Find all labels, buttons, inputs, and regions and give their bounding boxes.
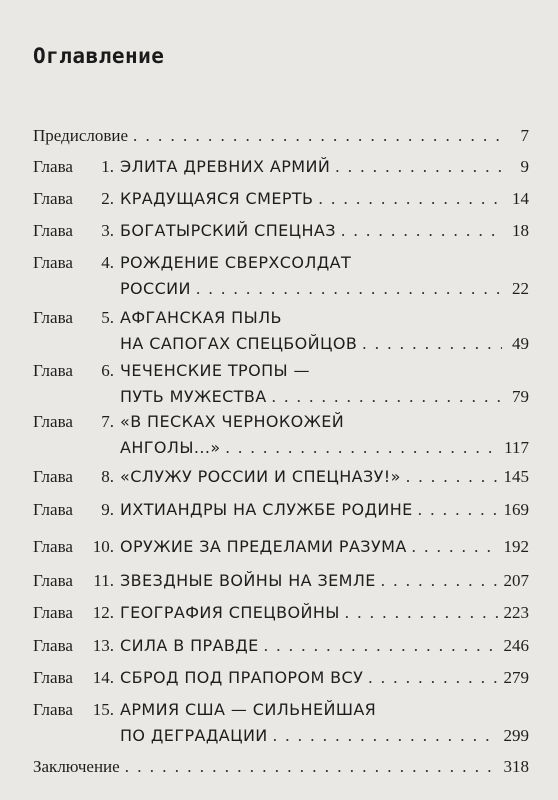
toc-page-number: 14 — [512, 189, 529, 208]
toc-entry-chapter-12 — [33, 600, 529, 626]
chapter-title-continued: ПУТЬ МУЖЕСТВА — [120, 387, 267, 406]
chapter-label: Глава — [33, 668, 73, 687]
chapter-title: АФГАНСКАЯ ПЫЛЬ — [120, 308, 282, 327]
chapter-title: «В ПЕСКАХ ЧЕРНОКОЖЕЙ — [120, 412, 345, 431]
toc-page-number: 246 — [503, 636, 529, 655]
chapter-title: БОГАТЫРСКИЙ СПЕЦНАЗ — [120, 221, 336, 240]
chapter-number: 1. — [101, 157, 114, 176]
toc-page-number: 18 — [512, 221, 529, 240]
toc-label: Заключение — [33, 757, 120, 776]
toc-page-number: 169 — [503, 500, 529, 519]
toc-page-number: 49 — [512, 334, 529, 353]
toc-page-number: 299 — [503, 726, 529, 745]
leader-dots — [318, 186, 502, 212]
chapter-number: 3. — [101, 221, 114, 240]
toc-entry-chapter-15 — [33, 697, 529, 749]
chapter-number: 6. — [101, 361, 114, 380]
toc-page-number: 9 — [520, 157, 529, 176]
toc-page-number: 117 — [504, 438, 529, 457]
leader-dots — [362, 331, 502, 357]
toc-label: Предисловие — [33, 126, 129, 145]
chapter-number: 7. — [101, 412, 114, 431]
chapter-title: ЗВЕЗДНЫЕ ВОЙНЫ НА ЗЕМЛЕ — [120, 571, 376, 590]
chapter-label: Глава — [33, 412, 73, 431]
toc-page-number: 192 — [503, 537, 529, 556]
chapter-number: 10. — [92, 537, 114, 556]
toc-page-number: 145 — [503, 467, 529, 486]
leader-dots — [418, 497, 499, 523]
leader-dots — [273, 723, 499, 749]
leader-dots — [264, 633, 499, 659]
chapter-number: 15. — [92, 700, 114, 719]
leader-dots — [412, 534, 499, 560]
leader-dots — [335, 154, 502, 180]
chapter-title: ИХТИАНДРЫ НА СЛУЖБЕ РОДИНЕ — [120, 500, 413, 519]
chapter-number: 2. — [101, 189, 114, 208]
toc-page-number: 207 — [503, 571, 529, 590]
toc-page-number: 79 — [512, 387, 529, 406]
chapter-number: 5. — [101, 308, 114, 327]
page-title: Оглавление — [33, 44, 165, 68]
leader-dots — [196, 276, 502, 302]
toc-page-number: 279 — [503, 668, 529, 687]
chapter-number: 9. — [101, 500, 114, 519]
chapter-label: Глава — [33, 571, 73, 590]
toc-entry-chapter-14 — [33, 665, 529, 691]
chapter-title-continued: РОССИИ — [120, 279, 191, 298]
chapter-label: Глава — [33, 700, 73, 719]
chapter-title: ГЕОГРАФИЯ СПЕЦВОЙНЫ — [120, 603, 340, 622]
chapter-title-continued: НА САПОГАХ СПЕЦБОЙЦОВ — [120, 334, 358, 353]
chapter-title: ЧЕЧЕНСКИЕ ТРОПЫ — — [120, 361, 310, 380]
chapter-label: Глава — [33, 603, 73, 622]
leader-dots — [226, 435, 500, 461]
chapter-number: 13. — [92, 636, 114, 655]
leader-dots — [368, 665, 498, 691]
chapter-label: Глава — [33, 157, 73, 176]
toc-page-number: 22 — [512, 279, 529, 298]
toc-entry-chapter-7 — [33, 409, 529, 461]
toc-entry-chapter-1 — [33, 154, 529, 180]
chapter-label: Глава — [33, 189, 73, 208]
toc-entry-preface — [33, 123, 529, 149]
chapter-title-continued: ПО ДЕГРАДАЦИИ — [120, 726, 268, 745]
chapter-title: ОРУЖИЕ ЗА ПРЕДЕЛАМИ РАЗУМА — [120, 537, 407, 556]
chapter-label: Глава — [33, 500, 73, 519]
toc-entry-conclusion — [33, 754, 529, 780]
leader-dots — [125, 754, 499, 780]
chapter-title-continued: АНГОЛЫ...» — [120, 438, 221, 457]
toc-entry-chapter-8 — [33, 464, 529, 490]
leader-dots — [345, 600, 499, 626]
chapter-label: Глава — [33, 467, 73, 486]
chapter-title: СБРОД ПОД ПРАПОРОМ ВСУ — [120, 668, 364, 687]
chapter-title: ЭЛИТА ДРЕВНИХ АРМИЙ — [120, 157, 331, 176]
chapter-number: 12. — [92, 603, 114, 622]
toc-page-number: 318 — [503, 757, 529, 776]
chapter-label: Глава — [33, 537, 73, 556]
leader-dots — [341, 218, 502, 244]
toc-entry-chapter-13 — [33, 633, 529, 659]
chapter-number: 11. — [93, 571, 114, 590]
toc-page-number: 7 — [520, 126, 529, 145]
chapter-title: КРАДУЩАЯСЯ СМЕРТЬ — [120, 189, 314, 208]
toc-entry-chapter-6 — [33, 358, 529, 410]
chapter-title: РОЖДЕНИЕ СВЕРХСОЛДАТ — [120, 253, 352, 272]
chapter-label: Глава — [33, 308, 73, 327]
toc-entry-chapter-2 — [33, 186, 529, 212]
chapter-number: 8. — [101, 467, 114, 486]
chapter-title: «СЛУЖУ РОССИИ И СПЕЦНАЗУ!» — [120, 467, 401, 486]
chapter-title: АРМИЯ США — СИЛЬНЕЙШАЯ — [120, 700, 377, 719]
chapter-label: Глава — [33, 253, 73, 272]
chapter-title: СИЛА В ПРАВДЕ — [120, 636, 259, 655]
chapter-number: 4. — [101, 253, 114, 272]
leader-dots — [381, 568, 499, 594]
leader-dots — [406, 464, 499, 490]
chapter-label: Глава — [33, 221, 73, 240]
chapter-number: 14. — [92, 668, 114, 687]
toc-entry-chapter-3 — [33, 218, 529, 244]
chapter-label: Глава — [33, 361, 73, 380]
toc-entry-chapter-9 — [33, 497, 529, 523]
toc-entry-chapter-10 — [33, 534, 529, 560]
toc-entry-chapter-4 — [33, 250, 529, 302]
leader-dots — [133, 123, 502, 149]
toc-entry-chapter-11 — [33, 568, 529, 594]
toc-page-number: 223 — [503, 603, 529, 622]
chapter-label: Глава — [33, 636, 73, 655]
leader-dots — [272, 384, 502, 410]
toc-entry-chapter-5 — [33, 305, 529, 357]
